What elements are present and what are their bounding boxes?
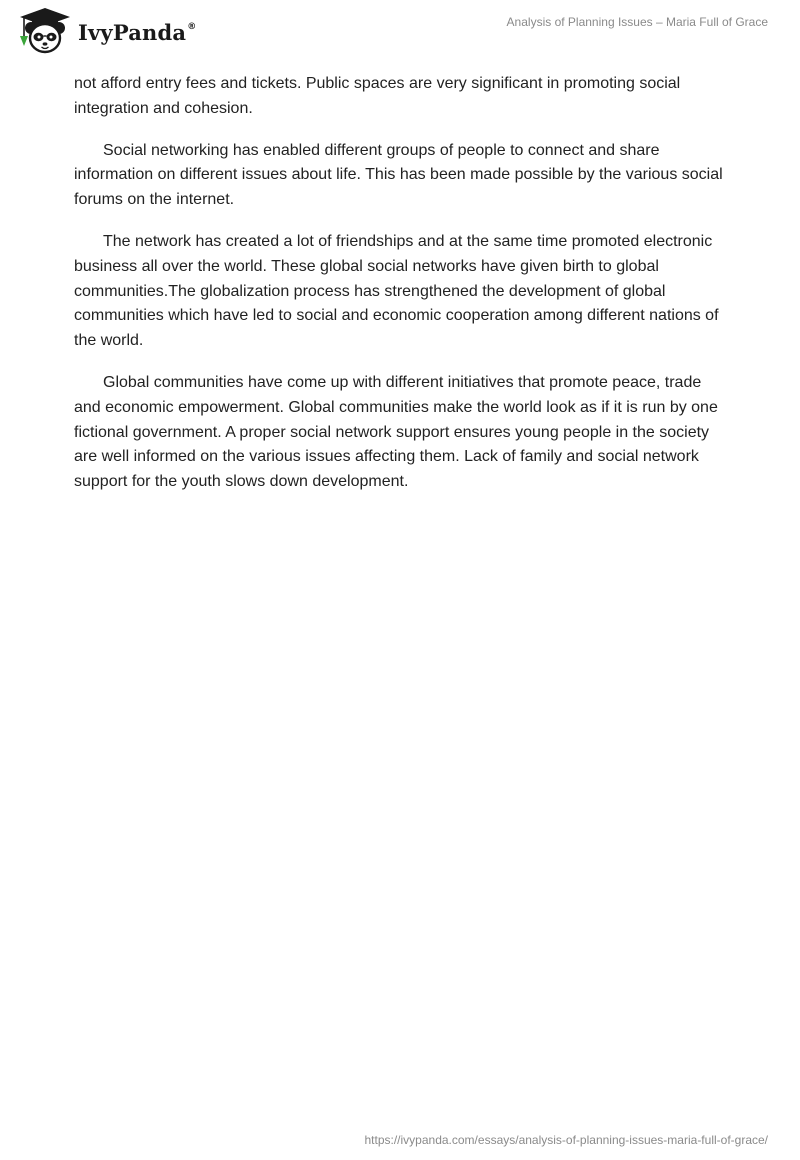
panda-graduate-icon xyxy=(14,6,76,56)
footer-source-url[interactable]: https://ivypanda.com/essays/analysis-of-planning-issues-maria-full-of-grace/ xyxy=(364,1133,768,1147)
running-title: Analysis of Planning Issues – Maria Full of Grace xyxy=(506,15,768,29)
essay-body xyxy=(74,72,724,512)
ivypanda-logo[interactable] xyxy=(14,6,196,56)
page-header xyxy=(0,0,800,70)
logo-wordmark: IvyPanda® xyxy=(78,19,197,45)
registered-mark: ® xyxy=(187,21,197,32)
paragraph-4: Global communities have come up with different initiatives that promote peace, trade and economic empowerment. Global communities make the world look as if it is run by one fictional government. A proper social network support ensures young people in the society are well informed on the various issues affecting them. Lack of family and social network support for the youth slows down development. xyxy=(74,373,718,491)
paragraph-2: Social networking has enabled different groups of people to connect and share information on different issues about life. This has been made possible by the various social forums on the internet. xyxy=(74,141,723,209)
paragraph-1: not afford entry fees and tickets. Public spaces are very significant in promoting social integration and cohesion. xyxy=(74,75,681,117)
paragraph-3: The network has created a lot of friendships and at the same time promoted electronic business all over the world. These global social networks have given birth to global communities.The globalization process has strengthened the development of global communities which have led to social and economic cooperation among different nations of the world. xyxy=(74,232,719,350)
